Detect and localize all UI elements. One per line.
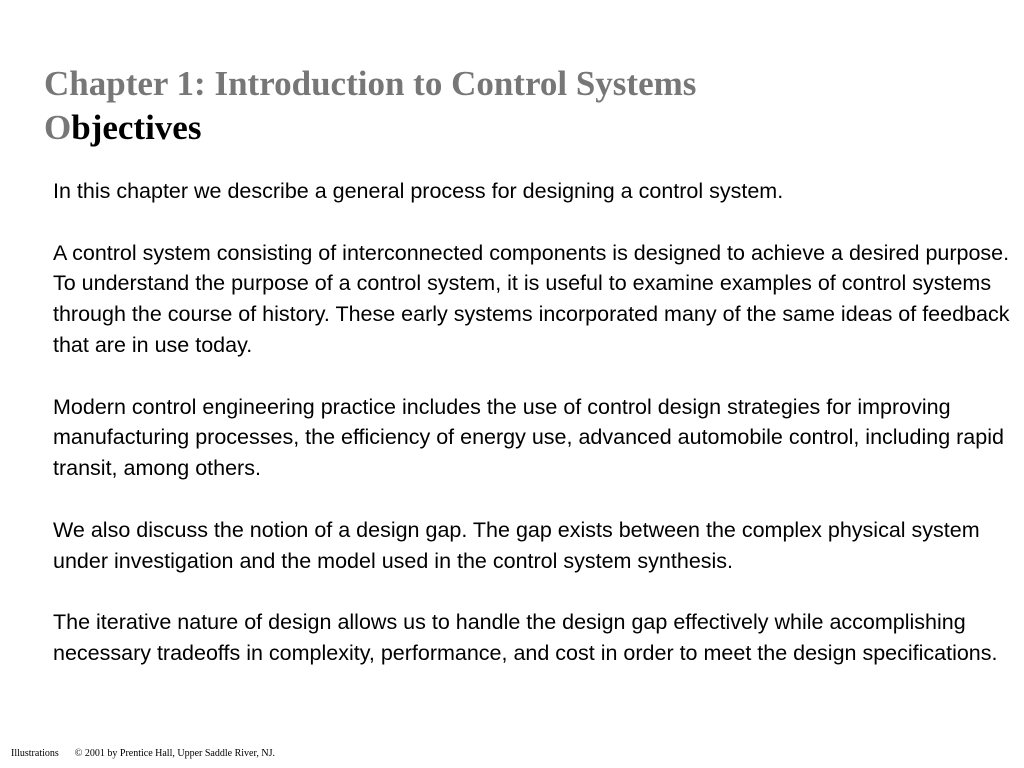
- paragraph-2: A control system consisting of interconnected components is designed to achieve a desired purpose. To understand the purpose of a control system, it is useful to examine examples of control systems through the course of history. These early systems incorporated many of the same ideas of feedback that are in use today.: [53, 240, 1010, 357]
- paragraph-3: Modern control engineering practice includes the use of control design strategies for improving manufacturing processes, the efficiency of energy use, advanced automobile control, including rapid transit, among others.: [53, 394, 1004, 481]
- paragraph-5: The iterative nature of design allows us to handle the design gap effectively while accomplishing necessary tradeoffs in complexity, performance, and cost in order to meet the design specifications.: [53, 610, 998, 665]
- chapter-title: Chapter 1: Introduction to Control Systems: [44, 64, 697, 103]
- slide-title: [44, 62, 696, 150]
- section-title-initial: O: [44, 108, 72, 147]
- footer-label: Illustrations: [11, 748, 59, 759]
- section-title-rest: bjectives: [71, 108, 202, 147]
- slide-footer: [11, 748, 275, 759]
- objectives-body: [53, 176, 1013, 669]
- section-title: [44, 106, 696, 150]
- paragraph-1: In this chapter we describe a general process for designing a control system.: [53, 179, 784, 203]
- footer-copyright: © 2001 by Prentice Hall, Upper Saddle River, NJ.: [74, 748, 275, 759]
- paragraph-4: We also discuss the notion of a design gap. The gap exists between the complex physical system under investigation and the model used in the control system synthesis.: [53, 517, 980, 573]
